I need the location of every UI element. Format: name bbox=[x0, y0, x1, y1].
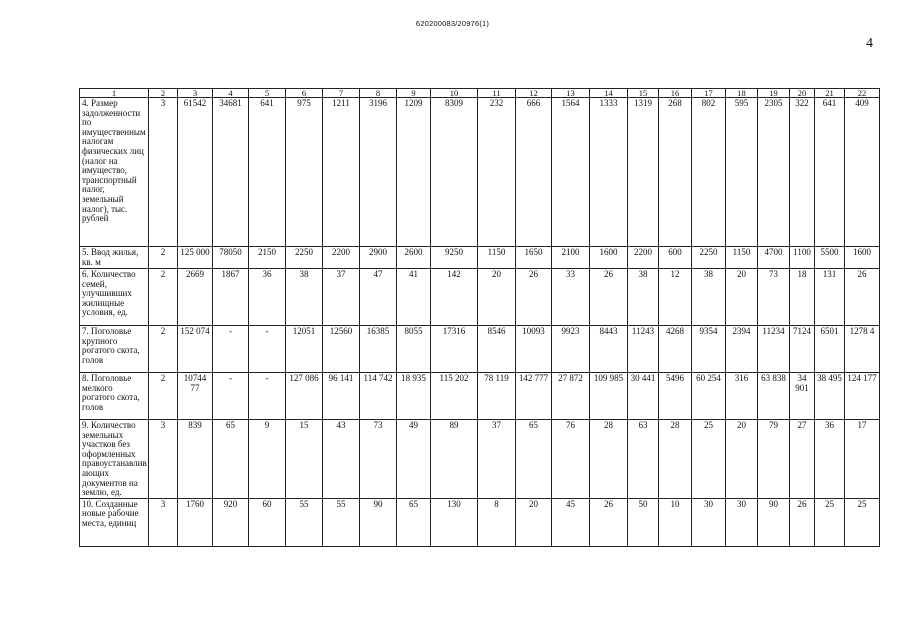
table-cell: 33 bbox=[552, 269, 590, 326]
table-cell: 26 bbox=[516, 269, 552, 326]
table-cell: 142 bbox=[431, 269, 478, 326]
table-cell: 2150 bbox=[249, 247, 286, 269]
table-cell: 28 bbox=[590, 420, 628, 499]
table-cell: 115 202 bbox=[431, 373, 478, 420]
table-cell: 2 bbox=[149, 247, 178, 269]
table-cell: 2394 bbox=[726, 326, 758, 373]
table-cell: 8443 bbox=[590, 326, 628, 373]
table-cell: 65 bbox=[213, 420, 249, 499]
table-cell: 8546 bbox=[478, 326, 516, 373]
table-cell: 600 bbox=[659, 247, 692, 269]
table-cell: 78050 bbox=[213, 247, 249, 269]
table-cell: 2250 bbox=[286, 247, 323, 269]
table-cell: 1760 bbox=[178, 498, 213, 546]
column-header: 22 bbox=[845, 89, 880, 98]
table-cell: 1319 bbox=[628, 98, 659, 247]
table-cell: 79 bbox=[758, 420, 790, 499]
column-header: 2 bbox=[149, 89, 178, 98]
table-cell: 73 bbox=[360, 420, 397, 499]
table-cell: 25 bbox=[845, 498, 880, 546]
table-cell: 316 bbox=[726, 373, 758, 420]
table-cell: 10093 bbox=[516, 326, 552, 373]
table-cell: 10 bbox=[659, 498, 692, 546]
table-cell: 20 bbox=[516, 498, 552, 546]
table-cell: 152 074 bbox=[178, 326, 213, 373]
table-cell: 1564 bbox=[552, 98, 590, 247]
table-cell: 41 bbox=[397, 269, 431, 326]
table-cell: 142 777 bbox=[516, 373, 552, 420]
table-cell: 63 bbox=[628, 420, 659, 499]
table-cell: 641 bbox=[249, 98, 286, 247]
table-row bbox=[80, 420, 880, 499]
table-cell: 409 bbox=[845, 98, 880, 247]
table-cell: 73 bbox=[758, 269, 790, 326]
table-cell: 3 bbox=[149, 498, 178, 546]
table-cell: 34681 bbox=[213, 98, 249, 247]
table-cell: 2669 bbox=[178, 269, 213, 326]
table-cell: 26 bbox=[845, 269, 880, 326]
table-cell: 43 bbox=[323, 420, 360, 499]
table-cell: 15 bbox=[286, 420, 323, 499]
table-cell: 1209 bbox=[397, 98, 431, 247]
table-row bbox=[80, 269, 880, 326]
table-cell: 38 bbox=[286, 269, 323, 326]
table-cell: 25 bbox=[815, 498, 845, 546]
table-cell: 1100 bbox=[790, 247, 815, 269]
column-header: 12 bbox=[516, 89, 552, 98]
table-cell: 38 495 bbox=[815, 373, 845, 420]
row-label: 4. Размер задолженности по имущественным налогам физических лиц (налог на имущество, транспортный налог, земельный налог), тыс. рублей bbox=[80, 98, 149, 247]
table-cell: 11243 bbox=[628, 326, 659, 373]
table-cell: 3196 bbox=[360, 98, 397, 247]
table-cell: 60 bbox=[249, 498, 286, 546]
table-cell: 90 bbox=[360, 498, 397, 546]
column-header: 15 bbox=[628, 89, 659, 98]
row-label: 10. Созданные новые рабочие места, единиц bbox=[80, 498, 149, 546]
table-cell: 1867 bbox=[213, 269, 249, 326]
table-cell: 16385 bbox=[360, 326, 397, 373]
table-cell: 47 bbox=[360, 269, 397, 326]
table-cell: 25 bbox=[692, 420, 726, 499]
table-cell: - bbox=[249, 326, 286, 373]
column-header: 10 bbox=[431, 89, 478, 98]
column-header: 18 bbox=[726, 89, 758, 98]
table-cell: 802 bbox=[692, 98, 726, 247]
table-cell: 9354 bbox=[692, 326, 726, 373]
table-cell: 7124 bbox=[790, 326, 815, 373]
table-cell: 30 bbox=[692, 498, 726, 546]
table-cell: 232 bbox=[478, 98, 516, 247]
table-cell: 2 bbox=[149, 373, 178, 420]
column-header: 21 bbox=[815, 89, 845, 98]
table-cell: 125 000 bbox=[178, 247, 213, 269]
table-cell: 30 bbox=[726, 498, 758, 546]
table-cell: 2100 bbox=[552, 247, 590, 269]
row-label: 6. Количество семей, улучшивших жилищные условия, ед. bbox=[80, 269, 149, 326]
column-header: 14 bbox=[590, 89, 628, 98]
table-cell: 38 bbox=[628, 269, 659, 326]
table-cell: 27 bbox=[790, 420, 815, 499]
table-cell: 36 bbox=[249, 269, 286, 326]
table-cell: 63 838 bbox=[758, 373, 790, 420]
column-header: 20 bbox=[790, 89, 815, 98]
table-cell: 127 086 bbox=[286, 373, 323, 420]
table-cell: 17 bbox=[845, 420, 880, 499]
table-cell: 61542 bbox=[178, 98, 213, 247]
table-cell: - bbox=[213, 373, 249, 420]
table-cell: 2305 bbox=[758, 98, 790, 247]
table-cell: 55 bbox=[286, 498, 323, 546]
table-cell: 26 bbox=[590, 269, 628, 326]
table-cell: 20 bbox=[726, 269, 758, 326]
table-cell: 2600 bbox=[397, 247, 431, 269]
table-row bbox=[80, 326, 880, 373]
column-header: 11 bbox=[478, 89, 516, 98]
table-cell: 3 bbox=[149, 420, 178, 499]
table-cell: 1650 bbox=[516, 247, 552, 269]
table-cell: 50 bbox=[628, 498, 659, 546]
table-cell: 130 bbox=[431, 498, 478, 546]
table-cell: 78 119 bbox=[478, 373, 516, 420]
document-id: 620200083/20976(1) bbox=[415, 19, 490, 28]
table-cell: 89 bbox=[431, 420, 478, 499]
table-cell: 109 985 bbox=[590, 373, 628, 420]
table-cell: 975 bbox=[286, 98, 323, 247]
table-cell: 8055 bbox=[397, 326, 431, 373]
table-cell: 4268 bbox=[659, 326, 692, 373]
table-cell: 37 bbox=[478, 420, 516, 499]
table-cell: 2250 bbox=[692, 247, 726, 269]
row-label: 7. Поголовье крупного рогатого скота, голов bbox=[80, 326, 149, 373]
table-cell: 2200 bbox=[323, 247, 360, 269]
column-header: 5 bbox=[249, 89, 286, 98]
table-cell: 90 bbox=[758, 498, 790, 546]
table-cell: 920 bbox=[213, 498, 249, 546]
row-label: 5. Ввод жилья, кв. м bbox=[80, 247, 149, 269]
table-cell: 6501 bbox=[815, 326, 845, 373]
table-cell: 27 872 bbox=[552, 373, 590, 420]
table-cell: 1333 bbox=[590, 98, 628, 247]
table-cell: 38 bbox=[692, 269, 726, 326]
table-row bbox=[80, 373, 880, 420]
table-cell: 1600 bbox=[845, 247, 880, 269]
table-cell: 34 901 bbox=[790, 373, 815, 420]
column-header: 9 bbox=[397, 89, 431, 98]
table-cell: 12 bbox=[659, 269, 692, 326]
table-cell: 839 bbox=[178, 420, 213, 499]
table-cell: 12051 bbox=[286, 326, 323, 373]
table-cell: 9 bbox=[249, 420, 286, 499]
table-cell: 1600 bbox=[590, 247, 628, 269]
column-header: 1 bbox=[80, 89, 149, 98]
table-cell: 49 bbox=[397, 420, 431, 499]
table-cell: 8309 bbox=[431, 98, 478, 247]
table-cell: 18 935 bbox=[397, 373, 431, 420]
table-cell: 1211 bbox=[323, 98, 360, 247]
table-cell: 1278 4 bbox=[845, 326, 880, 373]
table-cell: 36 bbox=[815, 420, 845, 499]
column-header: 17 bbox=[692, 89, 726, 98]
table-cell: 12560 bbox=[323, 326, 360, 373]
table-cell: 18 bbox=[790, 269, 815, 326]
table-cell: - bbox=[213, 326, 249, 373]
table-cell: 1150 bbox=[478, 247, 516, 269]
column-header: 16 bbox=[659, 89, 692, 98]
column-header: 19 bbox=[758, 89, 790, 98]
table-cell: 2 bbox=[149, 269, 178, 326]
table-cell: 55 bbox=[323, 498, 360, 546]
table-cell: 96 141 bbox=[323, 373, 360, 420]
table-cell: 10744 77 bbox=[178, 373, 213, 420]
column-header: 7 bbox=[323, 89, 360, 98]
table-cell: 131 bbox=[815, 269, 845, 326]
table-cell: 9250 bbox=[431, 247, 478, 269]
column-header: 6 bbox=[286, 89, 323, 98]
table-cell: 322 bbox=[790, 98, 815, 247]
table-cell: 11234 bbox=[758, 326, 790, 373]
table-cell: 666 bbox=[516, 98, 552, 247]
table-row bbox=[80, 98, 880, 247]
table-cell: 20 bbox=[478, 269, 516, 326]
table-cell: 1150 bbox=[726, 247, 758, 269]
table-cell: 9923 bbox=[552, 326, 590, 373]
column-header: 3 bbox=[178, 89, 213, 98]
table-cell: 45 bbox=[552, 498, 590, 546]
table-cell: 37 bbox=[323, 269, 360, 326]
table-cell: 60 254 bbox=[692, 373, 726, 420]
table-cell: 4700 bbox=[758, 247, 790, 269]
table-cell: 65 bbox=[397, 498, 431, 546]
table-cell: 65 bbox=[516, 420, 552, 499]
table-cell: 76 bbox=[552, 420, 590, 499]
header-row bbox=[80, 89, 880, 98]
table-cell: 2900 bbox=[360, 247, 397, 269]
table-cell: 2200 bbox=[628, 247, 659, 269]
column-header: 8 bbox=[360, 89, 397, 98]
row-label: 9. Количество земельных участков без оформленных правоустанавливающих документов на землю, ед. bbox=[80, 420, 149, 499]
table-row bbox=[80, 247, 880, 269]
table-cell: 2 bbox=[149, 326, 178, 373]
table-cell: 8 bbox=[478, 498, 516, 546]
table-cell: 114 742 bbox=[360, 373, 397, 420]
table-cell: 30 441 bbox=[628, 373, 659, 420]
table-cell: 268 bbox=[659, 98, 692, 247]
column-header: 13 bbox=[552, 89, 590, 98]
table-cell: 3 bbox=[149, 98, 178, 247]
table-cell: 5500 bbox=[815, 247, 845, 269]
table-cell: 26 bbox=[590, 498, 628, 546]
row-label: 8. Поголовье мелкого рогатого скота, голов bbox=[80, 373, 149, 420]
table-cell: 17316 bbox=[431, 326, 478, 373]
table-row bbox=[80, 498, 880, 546]
column-header: 4 bbox=[213, 89, 249, 98]
table-cell: 20 bbox=[726, 420, 758, 499]
table-cell: 5496 bbox=[659, 373, 692, 420]
data-table bbox=[79, 88, 880, 547]
table-cell: 26 bbox=[790, 498, 815, 546]
table-cell: 595 bbox=[726, 98, 758, 247]
table-cell: 641 bbox=[815, 98, 845, 247]
page-number: 4 bbox=[866, 36, 873, 51]
table-cell: 28 bbox=[659, 420, 692, 499]
table-cell: 124 177 bbox=[845, 373, 880, 420]
table-cell: - bbox=[249, 373, 286, 420]
